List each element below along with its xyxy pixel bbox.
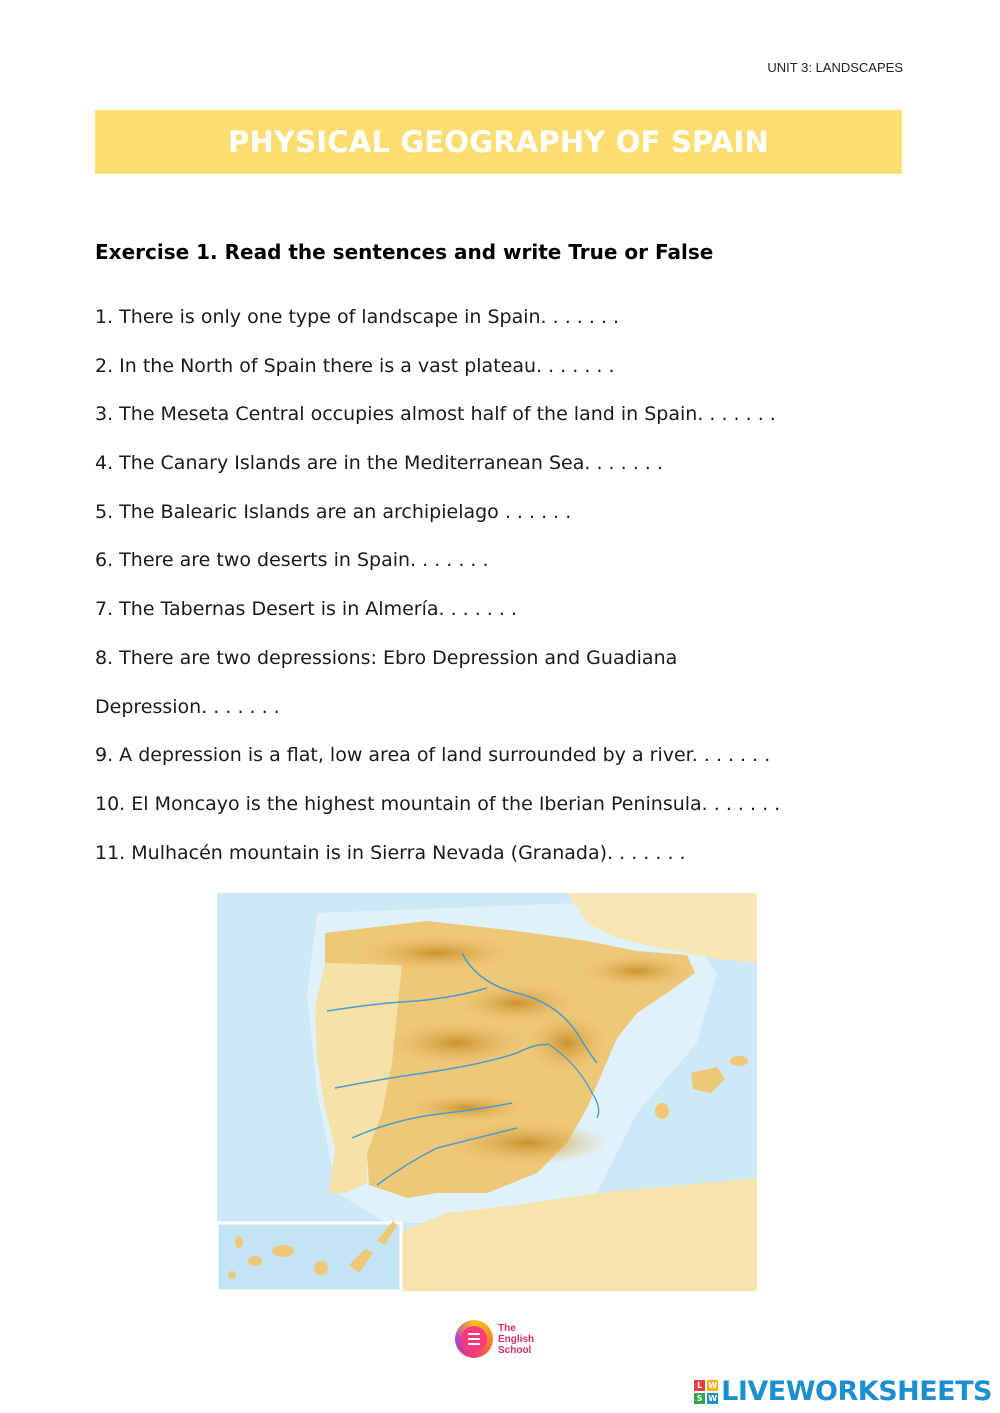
liveworksheets-text: LIVEWORKSHEETS bbox=[721, 1376, 992, 1407]
question-4: 4. The Canary Islands are in the Mediterranean Sea. . . . . . . bbox=[95, 452, 663, 475]
question-2: 2. In the North of Spain there is a vast plateau. . . . . . . bbox=[95, 354, 615, 377]
question-7: 7. The Tabernas Desert is in Almería. . . . . . . bbox=[95, 598, 518, 621]
question-list bbox=[95, 300, 915, 884]
title-banner bbox=[95, 110, 902, 174]
unit-label: UNIT 3: LANDSCAPES bbox=[767, 60, 903, 75]
question-11: 11. Mulhacén mountain is in Sierra Nevada (Granada). . . . . . . bbox=[95, 841, 686, 864]
liveworksheets-logo-icon: L W S W bbox=[694, 1380, 718, 1404]
question-10: 10. El Moncayo is the highest mountain of the Iberian Peninsula. . . . . . . bbox=[95, 792, 781, 815]
question-5: 5. The Balearic Islands are an archipielago . . . . . . bbox=[95, 500, 572, 523]
liveworksheets-brand[interactable] bbox=[694, 1376, 992, 1407]
question-9: 9. A depression is a flat, low area of land surrounded by a river. . . . . . . bbox=[95, 744, 771, 767]
physical-map-of-spain-icon bbox=[217, 893, 757, 1291]
page-title: PHYSICAL GEOGRAPHY OF SPAIN bbox=[228, 125, 769, 159]
question-8: 8. There are two depressions: Ebro Depression and Guadiana bbox=[95, 646, 678, 669]
spain-map bbox=[217, 893, 757, 1291]
english-school-logo bbox=[455, 1320, 534, 1358]
logo-text: The English School bbox=[498, 1322, 535, 1356]
english-school-icon bbox=[455, 1320, 493, 1358]
question-3: 3. The Meseta Central occupies almost half of the land in Spain. . . . . . . bbox=[95, 403, 776, 426]
question-8-continued: Depression. . . . . . . bbox=[95, 695, 280, 718]
question-6: 6. There are two deserts in Spain. . . . . . . bbox=[95, 549, 489, 572]
question-1: 1. There is only one type of landscape in Spain. . . . . . . bbox=[95, 306, 620, 328]
exercise-heading: Exercise 1. Read the sentences and write True or False bbox=[95, 240, 714, 264]
